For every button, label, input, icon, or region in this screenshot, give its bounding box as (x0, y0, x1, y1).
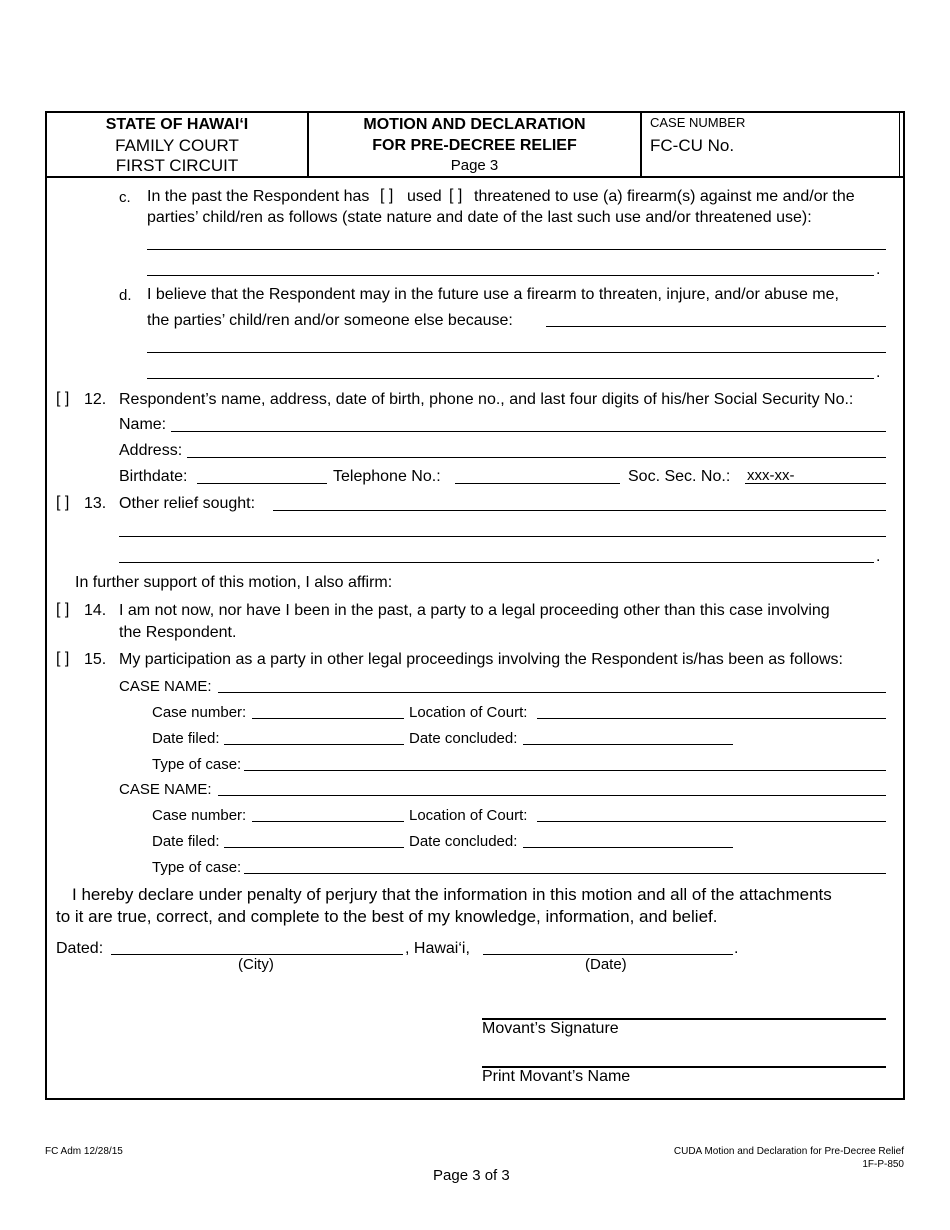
item-c-line-2[interactable] (147, 275, 874, 276)
item12-name-label: Name: (119, 416, 167, 433)
case1-number-label: Case number: (152, 704, 247, 721)
item-d-period: . (876, 364, 881, 381)
header-divider (45, 176, 905, 178)
item13-line-0[interactable] (273, 510, 886, 511)
item12-ssn-field[interactable] (745, 483, 886, 484)
item12-ssn-label: Soc. Sec. No.: (628, 468, 731, 485)
case2-date-filed-field[interactable] (224, 847, 404, 848)
item13-text: Other relief sought: (119, 495, 256, 512)
item12-address-label: Address: (119, 442, 183, 459)
item13-period: . (876, 548, 881, 565)
case1-date-concluded-field[interactable] (523, 744, 733, 745)
item-d-text-b: the parties’ child/ren and/or someone else because: (147, 312, 513, 329)
case1-date-filed-label: Date filed: (152, 730, 220, 747)
dated-period: . (734, 940, 739, 957)
item-c-letter: c. (119, 189, 131, 206)
right-inner-border (899, 111, 900, 177)
item12-telephone-label: Telephone No.: (333, 468, 441, 485)
item12-telephone-field[interactable] (455, 483, 620, 484)
item12-birthdate-field[interactable] (197, 483, 327, 484)
case1-name-field[interactable] (218, 692, 886, 693)
case2-number-field[interactable] (252, 821, 404, 822)
case2-type-field[interactable] (244, 873, 886, 874)
case-number-value[interactable]: FC-CU No. (650, 136, 735, 155)
item13-number: 13. (84, 495, 107, 512)
header-col-divider-2 (640, 111, 642, 177)
item-d-line-1[interactable] (147, 352, 886, 353)
item12-number: 12. (84, 391, 107, 408)
case1-type-field[interactable] (244, 770, 886, 771)
item-d-text-a: I believe that the Respondent may in the future use a firearm to threaten, injure, and/or abuse me, (147, 286, 839, 303)
affirm-intro: In further support of this motion, I also affirm: (75, 574, 393, 591)
item13-line-1[interactable] (119, 536, 886, 537)
dated-label: Dated: (56, 940, 104, 957)
item-c-used-label: used (407, 188, 442, 205)
case2-type-label: Type of case: (152, 859, 242, 876)
item-d-line-0[interactable] (546, 326, 886, 327)
footer-form-title: CUDA Motion and Declaration for Pre-Decree Relief (673, 1146, 904, 1157)
title-line-2: FOR PRE-DECREE RELIEF (372, 137, 577, 154)
item14-number: 14. (84, 602, 107, 619)
item-d-line-2[interactable] (147, 378, 874, 379)
court-state: STATE OF HAWAI‘I (105, 116, 249, 133)
item14-checkbox[interactable]: [ ] (56, 601, 70, 618)
item13-line-2[interactable] (119, 562, 874, 563)
item-d-letter: d. (119, 287, 132, 304)
case2-name-field[interactable] (218, 795, 886, 796)
print-name-label: Print Movant’s Name (482, 1068, 631, 1085)
case1-date-concluded-label: Date concluded: (409, 730, 518, 747)
item-c-text-f: parties’ child/ren as follows (state nature and date of the last such use and/or threatened use): (147, 209, 812, 226)
court-circuit: FIRST CIRCUIT (115, 156, 239, 175)
case2-location-label: Location of Court: (409, 807, 528, 824)
case1-location-label: Location of Court: (409, 704, 528, 721)
case2-date-concluded-label: Date concluded: (409, 833, 518, 850)
case1-number-field[interactable] (252, 718, 404, 719)
item-c-text-a: In the past the Respondent has (147, 188, 370, 205)
title-line-1: MOTION AND DECLARATION (363, 116, 586, 133)
signature-label: Movant’s Signature (482, 1020, 619, 1037)
item-c-period: . (876, 261, 881, 278)
item12-birthdate-label: Birthdate: (119, 468, 188, 485)
item13-checkbox[interactable]: [ ] (56, 494, 70, 511)
item-c-used-checkbox[interactable]: [ ] (380, 187, 394, 204)
footer-form-id: FC Adm 12/28/15 (45, 1146, 123, 1157)
case2-date-concluded-field[interactable] (523, 847, 733, 848)
footer-form-code: 1F-P-850 (862, 1159, 904, 1170)
item12-name-field[interactable] (171, 431, 886, 432)
date-caption: (Date) (585, 956, 627, 973)
footer-page-number: Page 3 of 3 (433, 1167, 510, 1184)
case2-name-label: CASE NAME: (119, 781, 212, 798)
item12-address-field[interactable] (187, 457, 886, 458)
item-c-threatened-checkbox[interactable]: [ ] (449, 187, 463, 204)
item14-text-a: I am not now, nor have I been in the past, a party to a legal proceeding other than this case involving (119, 602, 830, 619)
item15-text: My participation as a party in other legal proceedings involving the Respondent is/has been as follows: (119, 651, 843, 668)
court-family: FAMILY COURT (115, 136, 239, 155)
date-field[interactable] (483, 954, 733, 955)
case2-location-field[interactable] (537, 821, 886, 822)
case1-date-filed-field[interactable] (224, 744, 404, 745)
item12-text: Respondent’s name, address, date of birth, phone no., and last four digits of his/her Social Security No.: (119, 391, 854, 408)
item-c-text-e: threatened to use (a) firearm(s) against me and/or the (474, 188, 855, 205)
city-field[interactable] (111, 954, 403, 955)
item-c-line-1[interactable] (147, 249, 886, 250)
item14-text-b: the Respondent. (119, 624, 237, 641)
case1-name-label: CASE NAME: (119, 678, 212, 695)
declaration-line-2: to it are true, correct, and complete to the best of my knowledge, information, and belief. (56, 907, 718, 926)
item12-checkbox[interactable]: [ ] (56, 390, 70, 407)
hawaii-label: , Hawai‘i, (405, 940, 470, 957)
item15-checkbox[interactable]: [ ] (56, 650, 70, 667)
city-caption: (City) (238, 956, 274, 973)
title-page: Page 3 (450, 157, 499, 174)
declaration-line-1: I hereby declare under penalty of perjury that the information in this motion and all of the attachments (72, 885, 832, 904)
case2-date-filed-label: Date filed: (152, 833, 220, 850)
case2-number-label: Case number: (152, 807, 247, 824)
case-number-label: CASE NUMBER (650, 115, 746, 130)
case1-type-label: Type of case: (152, 756, 242, 773)
case1-location-field[interactable] (537, 718, 886, 719)
item12-ssn-prefix: xxx-xx- (747, 467, 795, 484)
item15-number: 15. (84, 651, 107, 668)
